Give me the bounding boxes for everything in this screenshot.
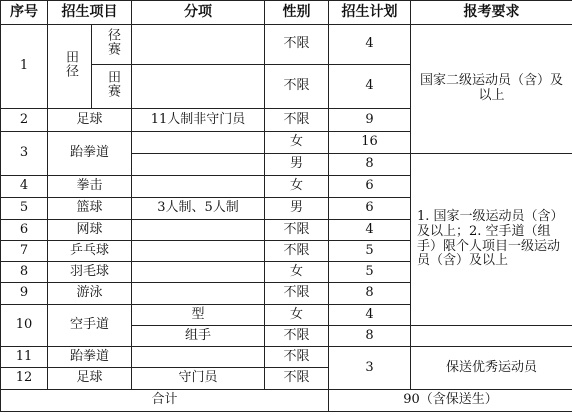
cell-gender: 女 <box>265 262 329 283</box>
header-project: 招生项目 <box>48 1 132 25</box>
cell-gender: 不限 <box>265 220 329 241</box>
cell-seq: 2 <box>1 109 48 132</box>
header-requirement: 报考要求 <box>411 1 572 25</box>
cell-sub <box>132 132 265 154</box>
cell-seq: 12 <box>1 368 48 390</box>
cell-seq: 5 <box>1 198 48 220</box>
cell-plan: 6 <box>329 176 411 198</box>
cell-project: 游泳 <box>48 283 132 305</box>
cell-seq: 4 <box>1 176 48 198</box>
cell-sub: 组手 <box>132 326 265 347</box>
cell-seq: 9 <box>1 283 48 305</box>
cell-project: 拳击 <box>48 176 132 198</box>
cell-gender: 男 <box>265 154 329 176</box>
cell-project: 羽毛球 <box>48 262 132 283</box>
cell-gender: 不限 <box>265 65 329 109</box>
cell-plan: 4 <box>329 25 411 65</box>
cell-gender: 女 <box>265 305 329 326</box>
cell-subproject: 田赛 <box>92 65 132 109</box>
cell-gender: 不限 <box>265 241 329 262</box>
cell-sub <box>132 65 265 109</box>
cell-sub: 11人制非守门员 <box>132 109 265 132</box>
cell-plan: 6 <box>329 198 411 220</box>
cell-project: 乒乓球 <box>48 241 132 262</box>
cell-sub <box>132 241 265 262</box>
cell-plan: 8 <box>329 283 411 305</box>
total-row <box>1 390 572 412</box>
header-row <box>1 1 572 25</box>
cell-sub <box>132 176 265 198</box>
cell-requirement: 1. 国家一级运动员（含）及以上；2. 空手道（组手）限个人项目一级运动员（含）及以上 <box>411 154 572 326</box>
cell-gender: 不限 <box>265 25 329 65</box>
cell-seq: 3 <box>1 132 48 176</box>
header-seq: 序号 <box>1 1 48 25</box>
cell-sub: 守门员 <box>132 368 265 390</box>
cell-plan: 8 <box>329 154 411 176</box>
cell-plan: 16 <box>329 132 411 154</box>
cell-seq: 8 <box>1 262 48 283</box>
cell-sub <box>132 262 265 283</box>
cell-plan: 9 <box>329 109 411 132</box>
cell-plan: 5 <box>329 262 411 283</box>
cell-gender: 不限 <box>265 347 329 368</box>
cell-project: 跆拳道 <box>48 132 132 176</box>
cell-gender: 不限 <box>265 326 329 347</box>
cell-plan: 4 <box>329 65 411 109</box>
cell-sub: 3人制、5人制 <box>132 198 265 220</box>
cell-gender: 女 <box>265 176 329 198</box>
total-value: 90（含保送生） <box>329 390 572 412</box>
cell-project: 空手道 <box>48 305 132 347</box>
cell-seq: 10 <box>1 305 48 347</box>
cell-sub <box>132 25 265 65</box>
cell-plan: 8 <box>329 326 411 347</box>
cell-seq: 11 <box>1 347 48 368</box>
cell-sub <box>132 283 265 305</box>
cell-seq: 6 <box>1 220 48 241</box>
cell-requirement: 国家二级运动员（含）及以上 <box>411 25 572 154</box>
cell-plan: 4 <box>329 305 411 326</box>
cell-plan: 3 <box>329 347 411 390</box>
cell-requirement: 保送优秀运动员 <box>411 347 572 390</box>
cell-seq: 7 <box>1 241 48 262</box>
cell-project: 田径 <box>48 25 92 109</box>
cell-seq: 1 <box>1 25 48 109</box>
cell-plan: 4 <box>329 220 411 241</box>
cell-project: 足球 <box>48 109 132 132</box>
cell-sub <box>132 347 265 368</box>
cell-project: 篮球 <box>48 198 132 220</box>
header-plan: 招生计划 <box>329 1 411 25</box>
cell-sub <box>132 154 265 176</box>
table-row <box>1 347 572 368</box>
cell-sub <box>132 220 265 241</box>
cell-subproject: 径赛 <box>92 25 132 65</box>
table-row <box>1 25 572 65</box>
cell-gender: 不限 <box>265 368 329 390</box>
cell-sub: 型 <box>132 305 265 326</box>
cell-project: 足球 <box>48 368 132 390</box>
cell-plan: 5 <box>329 241 411 262</box>
cell-project: 跆拳道 <box>48 347 132 368</box>
cell-gender: 女 <box>265 132 329 154</box>
cell-gender: 不限 <box>265 109 329 132</box>
cell-gender: 不限 <box>265 283 329 305</box>
header-gender: 性别 <box>265 1 329 25</box>
cell-gender: 男 <box>265 198 329 220</box>
header-sub: 分项 <box>132 1 265 25</box>
total-label: 合计 <box>1 390 329 412</box>
cell-project: 网球 <box>48 220 132 241</box>
